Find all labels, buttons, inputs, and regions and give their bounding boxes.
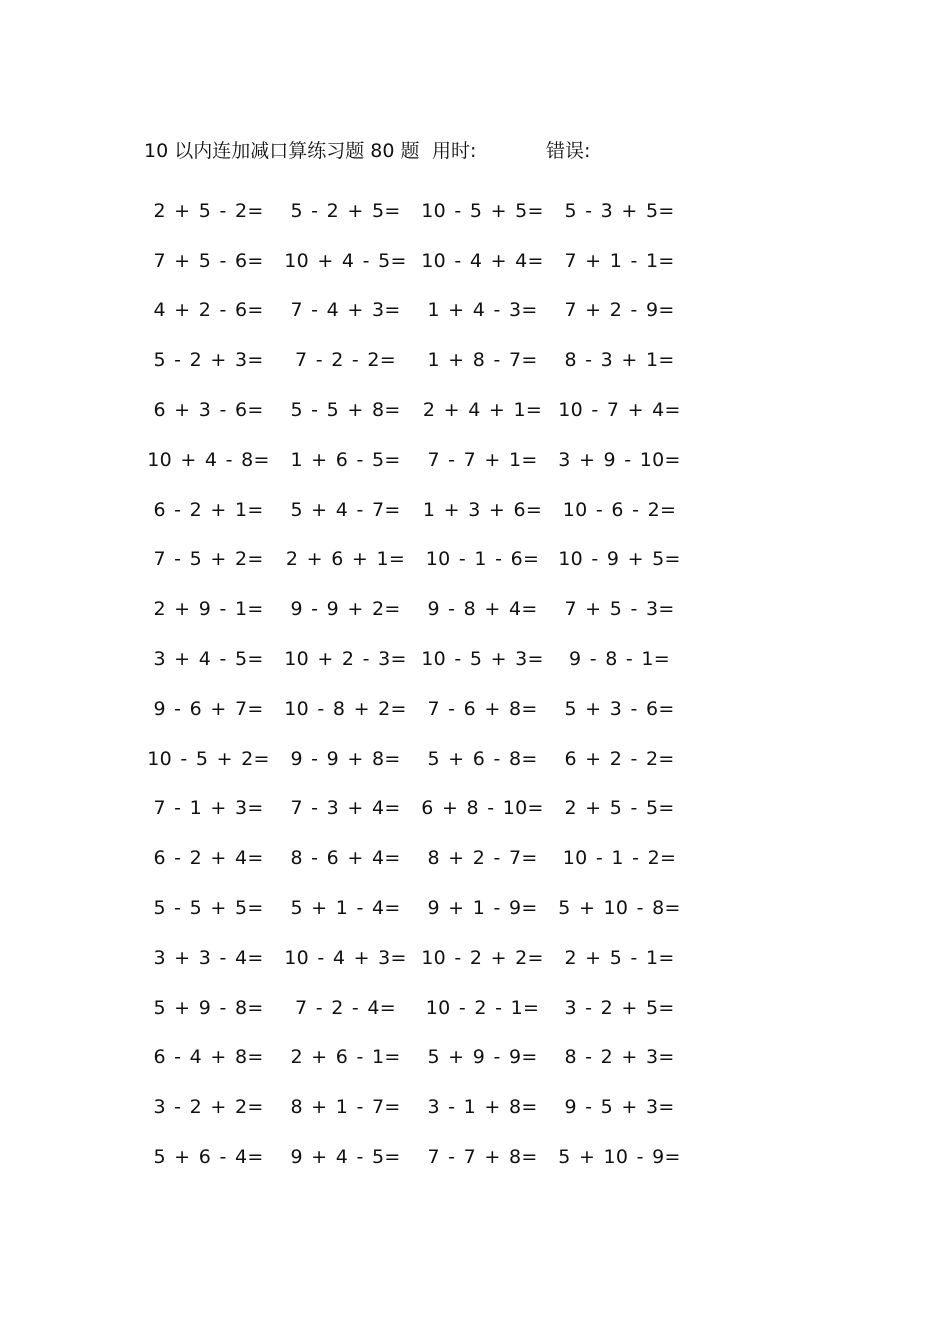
problem-row [140, 784, 700, 834]
math-problem: 3 - 2 + 5= [564, 996, 675, 1019]
math-problem: 10 + 2 - 3= [284, 648, 407, 671]
problem-row [140, 983, 700, 1033]
math-problem: 1 + 3 + 6= [422, 498, 543, 521]
math-problem: 9 - 9 + 8= [290, 747, 401, 770]
math-problem: 10 - 6 - 2= [562, 498, 677, 521]
math-problem: 8 - 2 + 3= [564, 1046, 675, 1069]
time-used-label: 用时: [432, 140, 477, 162]
math-problem: 2 + 4 + 1= [422, 399, 543, 422]
math-problem: 7 + 2 - 9= [564, 299, 675, 322]
problem-row [140, 335, 700, 385]
math-problem: 10 - 5 + 2= [147, 747, 270, 770]
math-problem: 2 + 6 - 1= [290, 1046, 401, 1069]
error-count-label: 错误: [546, 140, 591, 162]
math-problem: 9 + 1 - 9= [427, 897, 538, 920]
math-problem: 3 + 3 - 4= [153, 946, 264, 969]
math-problem: 5 + 4 - 7= [290, 498, 401, 521]
math-problem: 3 - 2 + 2= [153, 1096, 264, 1119]
problem-row [140, 186, 700, 236]
problem-row [140, 584, 700, 634]
math-problem: 7 - 7 + 8= [427, 1146, 538, 1169]
math-problem: 6 + 3 - 6= [153, 399, 264, 422]
math-problem: 5 - 2 + 3= [153, 349, 264, 372]
math-problem: 10 - 9 + 5= [558, 548, 681, 571]
math-problem: 5 + 9 - 8= [153, 996, 264, 1019]
math-problem: 9 - 8 + 4= [427, 598, 538, 621]
worksheet-title: 10 以内连加减口算练习题 80 题 [144, 140, 420, 162]
math-problem: 7 - 2 - 4= [294, 996, 397, 1019]
math-problem: 3 - 1 + 8= [427, 1096, 538, 1119]
math-problem: 10 - 2 - 1= [425, 996, 540, 1019]
math-problem: 5 - 5 + 8= [290, 399, 401, 422]
problem-row [140, 286, 700, 336]
math-problem: 5 - 2 + 5= [290, 199, 401, 222]
problem-row [140, 435, 700, 485]
math-problem: 10 - 5 + 3= [421, 648, 544, 671]
math-problem: 2 + 9 - 1= [153, 598, 264, 621]
math-problem: 7 - 1 + 3= [153, 797, 264, 820]
math-problem: 9 + 4 - 5= [290, 1146, 401, 1169]
math-problem: 4 + 2 - 6= [153, 299, 264, 322]
math-problem: 5 + 6 - 4= [153, 1146, 264, 1169]
math-problem: 3 + 4 - 5= [153, 648, 264, 671]
problem-row [140, 833, 700, 883]
math-problem: 10 - 8 + 2= [284, 697, 407, 720]
math-problem: 2 + 5 - 2= [153, 199, 264, 222]
problem-row [140, 385, 700, 435]
math-problem: 1 + 6 - 5= [290, 448, 401, 471]
math-problem: 9 - 9 + 2= [290, 598, 401, 621]
math-problem: 6 - 2 + 4= [153, 847, 264, 870]
math-problem: 8 - 6 + 4= [290, 847, 401, 870]
problem-grid [140, 186, 700, 1182]
math-problem: 7 + 5 - 3= [564, 598, 675, 621]
math-problem: 9 - 8 - 1= [568, 648, 671, 671]
math-problem: 5 - 3 + 5= [564, 199, 675, 222]
math-problem: 9 - 6 + 7= [153, 697, 264, 720]
math-problem: 5 + 3 - 6= [564, 697, 675, 720]
math-problem: 5 + 6 - 8= [427, 747, 538, 770]
math-problem: 1 + 4 - 3= [427, 299, 538, 322]
math-problem: 6 - 2 + 1= [153, 498, 264, 521]
math-problem: 7 - 2 - 2= [294, 349, 397, 372]
problem-row [140, 1033, 700, 1083]
problem-row [140, 684, 700, 734]
math-problem: 2 + 5 - 5= [564, 797, 675, 820]
math-problem: 8 + 2 - 7= [427, 847, 538, 870]
math-problem: 10 - 4 + 3= [284, 946, 407, 969]
math-problem: 5 + 10 - 9= [558, 1146, 681, 1169]
problem-row [140, 485, 700, 535]
math-problem: 9 - 5 + 3= [564, 1096, 675, 1119]
problem-row [140, 535, 700, 585]
math-problem: 7 - 6 + 8= [427, 697, 538, 720]
problem-row [140, 634, 700, 684]
math-problem: 7 - 7 + 1= [427, 448, 538, 471]
math-problem: 1 + 8 - 7= [427, 349, 538, 372]
math-problem: 7 - 4 + 3= [290, 299, 401, 322]
problem-row [140, 1132, 700, 1182]
math-problem: 5 + 1 - 4= [290, 897, 401, 920]
math-problem: 10 - 1 - 2= [562, 847, 677, 870]
math-problem: 6 - 4 + 8= [153, 1046, 264, 1069]
math-problem: 8 - 3 + 1= [564, 349, 675, 372]
math-problem: 7 + 5 - 6= [153, 249, 264, 272]
problem-row [140, 734, 700, 784]
problem-row [140, 1082, 700, 1132]
math-problem: 2 + 6 + 1= [285, 548, 406, 571]
math-problem: 6 + 2 - 2= [564, 747, 675, 770]
math-problem: 10 - 4 + 4= [421, 249, 544, 272]
math-problem: 5 - 5 + 5= [153, 897, 264, 920]
problem-row [140, 933, 700, 983]
math-problem: 10 - 1 - 6= [425, 548, 540, 571]
math-problem: 7 - 5 + 2= [153, 548, 264, 571]
math-problem: 10 + 4 - 5= [284, 249, 407, 272]
math-problem: 7 + 1 - 1= [564, 249, 675, 272]
math-problem: 10 - 5 + 5= [421, 199, 544, 222]
math-problem: 3 + 9 - 10= [558, 448, 681, 471]
math-problem: 2 + 5 - 1= [564, 946, 675, 969]
math-problem: 10 - 2 + 2= [421, 946, 544, 969]
math-problem: 10 - 7 + 4= [558, 399, 681, 422]
math-problem: 6 + 8 - 10= [421, 797, 544, 820]
problem-row [140, 883, 700, 933]
math-problem: 8 + 1 - 7= [290, 1096, 401, 1119]
math-problem: 5 + 10 - 8= [558, 897, 681, 920]
math-problem: 10 + 4 - 8= [147, 448, 270, 471]
math-problem: 5 + 9 - 9= [427, 1046, 538, 1069]
problem-row [140, 236, 700, 286]
math-problem: 7 - 3 + 4= [290, 797, 401, 820]
